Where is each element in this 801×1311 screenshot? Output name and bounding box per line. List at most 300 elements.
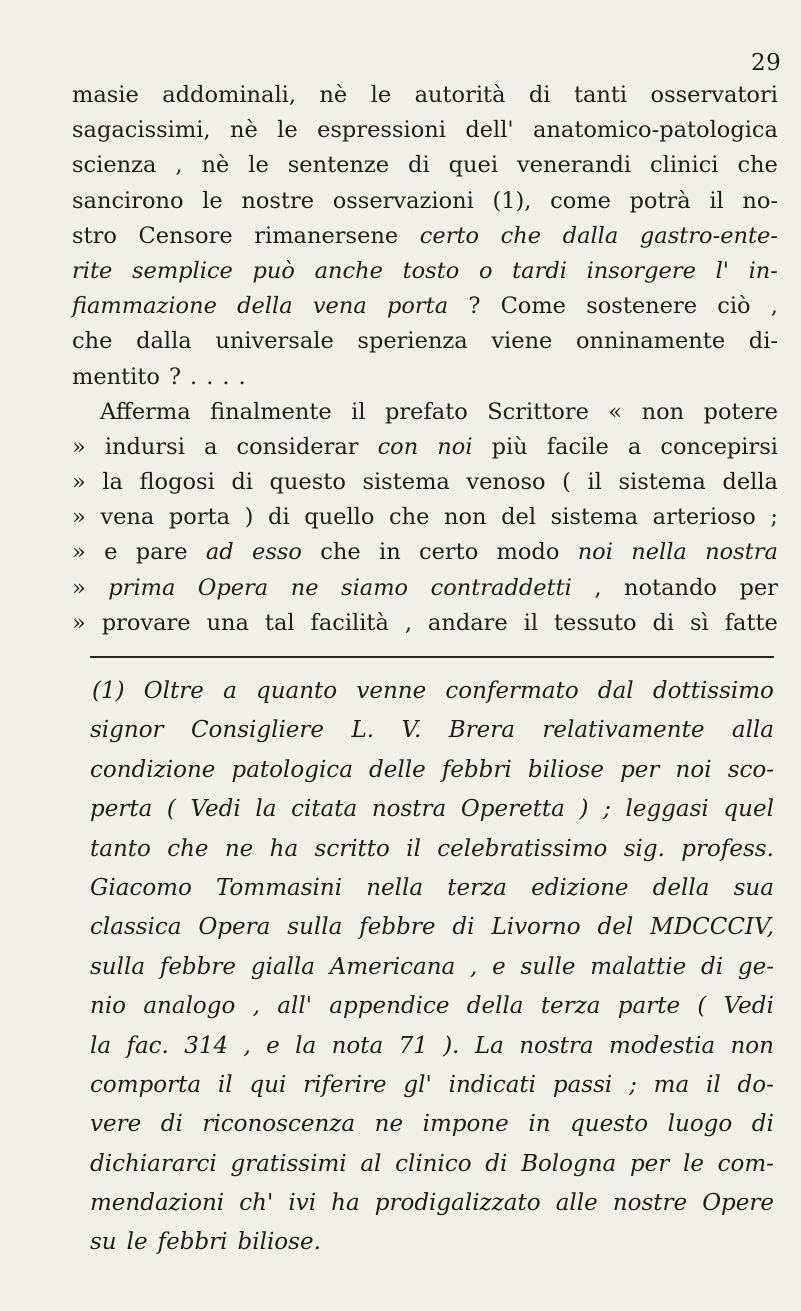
footnote-line [90, 869, 774, 908]
word: tanti [573, 82, 628, 108]
word: nella [631, 539, 687, 566]
word: quei [448, 152, 499, 179]
word: sulla [287, 914, 343, 941]
word: porta [386, 293, 449, 320]
word: vere [90, 1111, 142, 1138]
word: la [295, 1032, 317, 1059]
word: gastro-ente- [639, 222, 778, 249]
word: per [629, 1150, 670, 1177]
word: nota [331, 1032, 384, 1059]
word: le [126, 1229, 148, 1256]
word: insorgere [586, 257, 696, 284]
word: dichiararci [90, 1150, 217, 1177]
word: a [627, 433, 642, 460]
text-line [72, 113, 778, 148]
word: prodigalizzato [374, 1190, 541, 1217]
word: ( [166, 796, 176, 823]
word: analogo [143, 993, 236, 1020]
word: in- [748, 257, 778, 284]
word: ne [290, 574, 319, 601]
word: Giacomo [90, 874, 192, 901]
word: clinico [395, 1150, 472, 1177]
word: Operetta [460, 796, 565, 823]
word: contraddetti [430, 574, 572, 601]
word: febbre [359, 914, 436, 941]
word: che [389, 504, 430, 531]
word: , [175, 152, 183, 179]
word: Afferma [100, 398, 191, 425]
word: MDCCCIV, [650, 914, 774, 941]
text-line [72, 360, 778, 395]
word: anatomico-patologica [533, 117, 778, 144]
word: venne [356, 678, 427, 704]
word: Oltre [143, 678, 204, 704]
word: di [452, 914, 475, 941]
word: o [478, 257, 493, 284]
word: citata [291, 796, 358, 823]
word: tardi [512, 257, 567, 284]
word: flogosi [139, 469, 215, 496]
word: » [72, 433, 86, 460]
word: le [682, 1150, 704, 1177]
text-line [72, 606, 778, 641]
word: potrà [629, 187, 691, 214]
word: universale [215, 328, 334, 355]
word: le [248, 152, 269, 179]
word: osservatori [650, 82, 778, 108]
word: sentenze [287, 152, 390, 179]
word: dal [597, 678, 634, 704]
word: in [379, 539, 401, 566]
word: sig. [623, 835, 665, 862]
word: , [243, 1032, 251, 1059]
word: malattie [590, 953, 687, 980]
page-number: 29 [751, 50, 782, 76]
word: patologica [231, 756, 353, 783]
word: Brera [448, 717, 515, 744]
word: indicati [448, 1071, 537, 1098]
word: Come [500, 293, 566, 320]
word: il [705, 1071, 721, 1098]
word: provare [101, 609, 191, 636]
word: 314 [184, 1032, 229, 1059]
word: a [204, 433, 218, 460]
word: ivi [288, 1190, 317, 1217]
word: sulle [520, 953, 576, 980]
word: edizione [531, 874, 629, 901]
word: fac. [126, 1032, 169, 1059]
word: scritto [314, 835, 390, 862]
word: mendazioni [90, 1190, 225, 1217]
word: confermato [445, 678, 579, 704]
word: quanto [255, 678, 338, 704]
word: gialla [250, 953, 315, 980]
word: del [597, 914, 634, 941]
word: questo [269, 469, 346, 496]
word: fiammazione [72, 293, 217, 320]
word: terza [447, 874, 507, 901]
word: scienza [72, 152, 157, 179]
word: noi [675, 756, 712, 783]
word: sostenere [586, 293, 698, 320]
word: sì [690, 609, 709, 636]
word: parte [617, 993, 681, 1020]
footnote-line [90, 1066, 774, 1105]
word: e [266, 1032, 280, 1059]
word: riconoscenza [202, 1111, 356, 1138]
word: vena [100, 504, 155, 531]
word: nè [319, 82, 348, 108]
word: , [770, 293, 778, 320]
text-line [72, 148, 778, 183]
word: facilità [310, 609, 389, 636]
word: che [72, 328, 113, 355]
word: appendice [329, 993, 450, 1020]
word: per [620, 756, 660, 783]
word: più [491, 433, 528, 460]
footnote-line [90, 908, 774, 947]
word: di [231, 469, 253, 496]
word: classica [90, 914, 182, 941]
text-line [72, 289, 778, 324]
word: di [408, 152, 430, 179]
word: della [466, 993, 524, 1020]
word: nella [366, 874, 424, 901]
word: clinici [650, 152, 719, 179]
word: ( [562, 469, 571, 496]
word: della [237, 293, 293, 320]
word: concepirsi [660, 433, 778, 460]
word: » [72, 504, 86, 531]
word: noi [577, 539, 613, 566]
word: ? [168, 363, 182, 390]
footnote-line [90, 1027, 774, 1066]
word: vena [312, 293, 367, 320]
word: una [206, 609, 249, 636]
word: gratissimi [230, 1150, 347, 1177]
word: Vedi [190, 796, 241, 823]
word: il [217, 1071, 233, 1098]
word: ch' [239, 1190, 274, 1217]
word: noi [437, 433, 473, 460]
word: il [351, 398, 366, 425]
word: febbre [159, 953, 236, 980]
word: sperienza [357, 328, 468, 355]
word: Vedi [723, 993, 774, 1020]
text-line [72, 184, 778, 219]
word: di [160, 1111, 183, 1138]
word: passi [552, 1071, 613, 1098]
word: che [500, 222, 542, 249]
word: osservazioni [332, 187, 474, 214]
word: che [737, 152, 778, 179]
word: Bologna [521, 1150, 617, 1177]
word: ciò [717, 293, 751, 320]
word: , [594, 574, 602, 601]
word: e [492, 953, 506, 980]
word: quello [304, 504, 375, 531]
word: Opera [198, 914, 271, 941]
word: ? [468, 293, 481, 320]
word: venoso [466, 469, 546, 496]
word: comporta [90, 1071, 202, 1098]
text-line [72, 254, 778, 289]
word: che [320, 539, 361, 566]
word: considerar [236, 433, 359, 460]
footnote-line [90, 948, 774, 987]
word: non [641, 398, 685, 425]
word: le [370, 82, 392, 108]
word: prefato [385, 398, 468, 425]
word: e [104, 539, 118, 566]
word: leggasi [625, 796, 709, 823]
word: in [528, 1111, 551, 1138]
word: gl' [403, 1071, 432, 1098]
word: nè [201, 152, 230, 179]
word: andare [427, 609, 508, 636]
main-text [72, 78, 778, 641]
word: 71 [398, 1032, 428, 1059]
word: di [652, 609, 675, 636]
word: anche [314, 257, 383, 284]
word: le [277, 117, 298, 144]
word: viene [491, 328, 553, 355]
word: con [377, 433, 419, 460]
word: sua [733, 874, 774, 901]
footnote-line [90, 830, 774, 869]
word: mentito [72, 363, 160, 390]
word: ma [653, 1071, 690, 1098]
word: sagacissimi, [72, 117, 211, 144]
word: ) [244, 504, 254, 531]
word: della [652, 874, 710, 901]
word: di [701, 953, 724, 980]
word: ). [443, 1032, 460, 1059]
word: il [523, 609, 539, 636]
word: delle [369, 756, 426, 783]
footnote-line [90, 751, 774, 790]
word: tanto [90, 835, 151, 862]
word: luogo [667, 1111, 733, 1138]
word: no- [742, 187, 778, 214]
word: ; [603, 796, 611, 823]
word: « [608, 398, 623, 425]
word: Opera [197, 574, 269, 601]
word: Consigliere [190, 717, 325, 744]
word: ha [331, 1190, 360, 1217]
word: rite [72, 257, 113, 284]
word: facile [546, 433, 609, 460]
word: » [72, 539, 86, 566]
word: addominali, [162, 82, 296, 108]
text-line [72, 500, 778, 535]
word: impone [422, 1111, 509, 1138]
word: Tommasini [215, 874, 343, 901]
word: Scrittore [487, 398, 589, 425]
word: , [404, 609, 412, 636]
word: (1), [492, 187, 532, 214]
word: » [72, 469, 86, 496]
word: il [587, 469, 602, 496]
word: questo [570, 1111, 649, 1138]
word: prima [108, 574, 176, 601]
word: ha [269, 835, 299, 862]
text-line [72, 430, 778, 465]
word: a [223, 678, 237, 704]
word: dalla [562, 222, 619, 249]
word: sistema [618, 469, 706, 496]
word: alle [555, 1190, 598, 1217]
word: venerandi [516, 152, 632, 179]
word: nostre [241, 187, 315, 214]
word: terza [540, 993, 601, 1020]
word: masie [72, 82, 139, 108]
word: alla [731, 717, 774, 744]
word: sistema [362, 469, 450, 496]
word: riferire [303, 1071, 387, 1098]
word: , [470, 953, 478, 980]
word: tal [264, 609, 295, 636]
word: dottissimo [652, 678, 774, 704]
word: notando [624, 574, 717, 601]
word: l' [715, 257, 729, 284]
word: esso [252, 539, 302, 566]
word: siamo [341, 574, 409, 601]
word: indursi [104, 433, 185, 460]
word: biliose. [237, 1229, 321, 1256]
word: nostra [371, 796, 447, 823]
footnote-line [90, 1145, 774, 1184]
word: della [722, 469, 778, 496]
word: la [90, 1032, 112, 1059]
word: La [474, 1032, 504, 1059]
word: di- [748, 328, 778, 355]
word: all' [277, 993, 312, 1020]
footnote-line [90, 987, 774, 1026]
word: ne [374, 1111, 404, 1138]
word: espressioni [317, 117, 446, 144]
word: tessuto [554, 609, 637, 636]
word: , [252, 993, 260, 1020]
footnote-line [90, 790, 774, 829]
word: certo [419, 222, 480, 249]
word: ad [205, 539, 234, 566]
word: non [730, 1032, 774, 1059]
word: le [202, 187, 223, 214]
text-line [72, 571, 778, 606]
word: Livorno [491, 914, 581, 941]
word: arterioso [652, 504, 756, 531]
word: dalla [136, 328, 192, 355]
word: certo [418, 539, 479, 566]
word: signor [90, 717, 164, 744]
word: qui [249, 1071, 287, 1098]
word: nostra [519, 1032, 594, 1059]
word: L. [351, 717, 375, 744]
text-line [72, 219, 778, 254]
text-line [72, 465, 778, 500]
word: condizione [90, 756, 216, 783]
word: quel [723, 796, 774, 823]
word: di [485, 1150, 508, 1177]
word: autorità [414, 82, 506, 108]
word: modestia [609, 1032, 716, 1059]
footnote-divider [90, 656, 774, 658]
word: . [238, 363, 246, 390]
word: ; [770, 504, 778, 531]
word: do- [737, 1071, 774, 1098]
word: al [360, 1150, 382, 1177]
word: di [268, 504, 290, 531]
word: può [252, 257, 295, 284]
word: fatte [724, 609, 778, 636]
word: come [550, 187, 611, 214]
footnote-line [90, 1105, 774, 1144]
word: sistema [550, 504, 639, 531]
word: stro [72, 222, 117, 249]
word: la [102, 469, 123, 496]
word: » [72, 574, 86, 601]
footnote-line [90, 672, 774, 711]
word: tosto [402, 257, 460, 284]
footnote-line [90, 1184, 774, 1223]
footnote-line [90, 1223, 774, 1262]
word: di [528, 82, 551, 108]
word: non [444, 504, 487, 531]
word: il [406, 835, 421, 862]
word: febbri [157, 1229, 228, 1256]
word: ( [697, 993, 707, 1020]
word: il [709, 187, 724, 214]
footnote [90, 672, 774, 1263]
word: nio [90, 993, 127, 1020]
word: Americana [329, 953, 456, 980]
word: ge- [737, 953, 774, 980]
word: rimanersene [254, 222, 399, 249]
word: profess. [681, 835, 774, 862]
word: ; [629, 1071, 637, 1098]
word: relativamente [542, 717, 705, 744]
word: per [739, 574, 778, 601]
word: semplice [131, 257, 233, 284]
word: . [190, 363, 198, 390]
word: pare [135, 539, 188, 566]
word: modo [496, 539, 560, 566]
word: nostra [705, 539, 778, 566]
word: V. [401, 717, 422, 744]
text-line [72, 78, 778, 113]
word: Opere [702, 1190, 774, 1217]
word: (1) [92, 678, 125, 704]
word: biliose [527, 756, 604, 783]
word: la [255, 796, 277, 823]
word: dell' [465, 117, 514, 144]
text-line [72, 395, 778, 430]
word: nè [229, 117, 258, 144]
word: nostre [612, 1190, 688, 1217]
word: porta [168, 504, 231, 531]
word: febbri [441, 756, 512, 783]
word: finalmente [210, 398, 332, 425]
word: . [206, 363, 214, 390]
word: ne [224, 835, 254, 862]
word: su [90, 1229, 117, 1256]
word: del [501, 504, 537, 531]
word: Censore [138, 222, 233, 249]
word: com- [717, 1150, 774, 1177]
word: sulla [90, 953, 146, 980]
word: celebratissimo [437, 835, 608, 862]
